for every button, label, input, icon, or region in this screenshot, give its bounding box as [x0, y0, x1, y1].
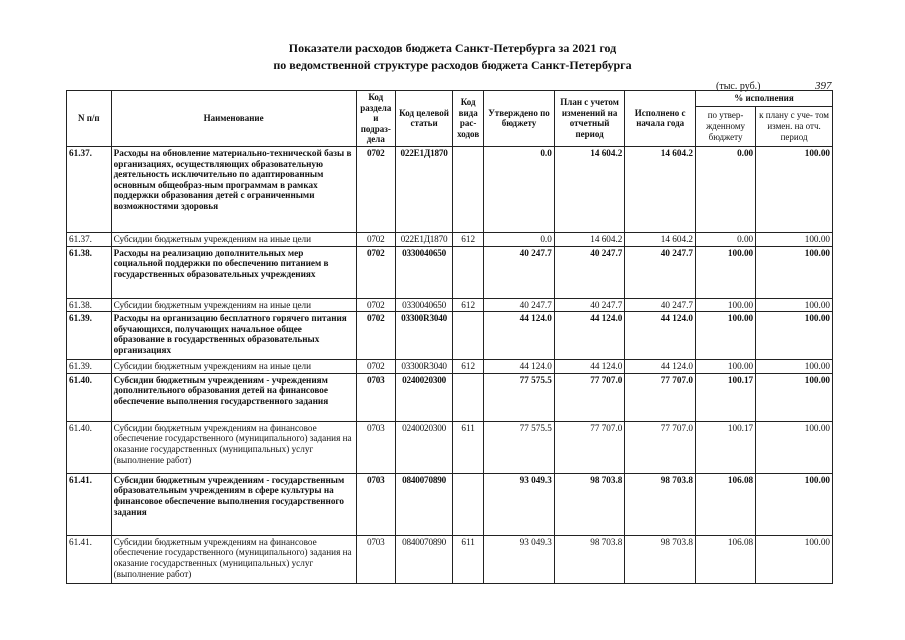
- row-number: 61.40.: [67, 373, 112, 421]
- units-label: (тыс. руб.): [716, 81, 761, 92]
- row-approved: 93 049.3: [484, 473, 555, 535]
- row-executed: 77 707.0: [625, 421, 696, 473]
- row-section-code: 0703: [356, 535, 395, 583]
- row-target-code: 0240020300: [396, 421, 453, 473]
- row-executed: 14 604.2: [625, 146, 696, 232]
- title-line-1: Показатели расходов бюджета Санкт-Петербурга за 2021 год: [288, 41, 617, 55]
- row-target-code: 0330040650: [396, 298, 453, 312]
- header-kind: Код вида рас- ходов: [453, 91, 484, 147]
- row-pct-approved: 100.00: [695, 360, 755, 374]
- header-name: Наименование: [111, 91, 356, 147]
- row-number: 61.41.: [67, 535, 112, 583]
- header-num: N п/п: [67, 91, 112, 147]
- row-executed: 40 247.7: [625, 246, 696, 298]
- row-pct-plan: 100.00: [756, 373, 833, 421]
- table-row: [67, 146, 833, 232]
- page-title: [0, 40, 905, 74]
- table-row: [67, 535, 833, 583]
- row-executed: 44 124.0: [625, 312, 696, 360]
- row-executed: 98 703.8: [625, 535, 696, 583]
- row-approved: 40 247.7: [484, 246, 555, 298]
- row-section-code: 0702: [356, 146, 395, 232]
- row-executed: 98 703.8: [625, 473, 696, 535]
- row-target-code: 0240020300: [396, 373, 453, 421]
- row-pct-plan: 100.00: [756, 298, 833, 312]
- row-target-code: 0330040650: [396, 246, 453, 298]
- row-plan: 44 124.0: [554, 312, 625, 360]
- header-section: Код раздела и подраз- дела: [356, 91, 395, 147]
- header-approved: Утверждено по бюджету: [484, 91, 555, 147]
- table-body: [67, 146, 833, 583]
- row-kind-code: [453, 312, 484, 360]
- row-target-code: 022Е1Д1870: [396, 146, 453, 232]
- row-approved: 77 575.5: [484, 373, 555, 421]
- row-plan: 77 707.0: [554, 421, 625, 473]
- row-approved: 0.0: [484, 146, 555, 232]
- row-section-code: 0702: [356, 360, 395, 374]
- table-row: [67, 312, 833, 360]
- row-approved: 77 575.5: [484, 421, 555, 473]
- row-name: Субсидии бюджетным учреждениям на иные цели: [111, 360, 356, 374]
- row-approved: 93 049.3: [484, 535, 555, 583]
- table-row: [67, 232, 833, 246]
- row-number: 61.39.: [67, 312, 112, 360]
- row-pct-plan: 100.00: [756, 312, 833, 360]
- row-plan: 40 247.7: [554, 298, 625, 312]
- row-section-code: 0702: [356, 312, 395, 360]
- row-section-code: 0702: [356, 298, 395, 312]
- row-pct-approved: 100.00: [695, 312, 755, 360]
- header-pct-approved: по утвер- жденному бюджету: [695, 106, 755, 146]
- row-name: Субсидии бюджетным учреждениям на иные цели: [111, 232, 356, 246]
- row-section-code: 0702: [356, 232, 395, 246]
- row-pct-approved: 100.00: [695, 246, 755, 298]
- row-kind-code: [453, 146, 484, 232]
- row-kind-code: 611: [453, 421, 484, 473]
- row-name: Субсидии бюджетным учреждениям - государственным образовательным учреждениям в сфере культуры на финансовое обеспечение выполнения государственного задания: [111, 473, 356, 535]
- budget-table: [66, 90, 833, 584]
- row-section-code: 0703: [356, 421, 395, 473]
- header-executed: Исполнено с начала года: [625, 91, 696, 147]
- row-plan: 98 703.8: [554, 473, 625, 535]
- row-target-code: 022Е1Д1870: [396, 232, 453, 246]
- row-approved: 44 124.0: [484, 360, 555, 374]
- row-name: Субсидии бюджетным учреждениям на финансовое обеспечение государственного (муниципального) задания на оказание государственных (муниципальных) услуг (выполнение работ): [111, 421, 356, 473]
- row-pct-plan: 100.00: [756, 246, 833, 298]
- row-executed: 40 247.7: [625, 298, 696, 312]
- row-executed: 14 604.2: [625, 232, 696, 246]
- row-pct-plan: 100.00: [756, 360, 833, 374]
- row-plan: 40 247.7: [554, 246, 625, 298]
- row-target-code: 03300R3040: [396, 360, 453, 374]
- row-name: Субсидии бюджетным учреждениям - учреждениям дополнительного образования детей на финансовое обеспечение выполнения государственного задания: [111, 373, 356, 421]
- title-line-2: по ведомственной структуре расходов бюджета Санкт-Петербурга: [273, 58, 632, 72]
- row-executed: 77 707.0: [625, 373, 696, 421]
- row-name: Расходы на организацию бесплатного горячего питания обучающихся, получающих начальное общее образование в государственных образовательных организациях: [111, 312, 356, 360]
- header-plan: План с учетом изменений на отчетный период: [554, 91, 625, 147]
- row-pct-approved: 100.17: [695, 373, 755, 421]
- row-number: 61.38.: [67, 246, 112, 298]
- row-name: Расходы на реализацию дополнительных мер социальной поддержки по обеспечению питанием в государственных образовательных учреждениях: [111, 246, 356, 298]
- row-name: Субсидии бюджетным учреждениям на иные цели: [111, 298, 356, 312]
- row-plan: 77 707.0: [554, 373, 625, 421]
- row-kind-code: 612: [453, 298, 484, 312]
- row-pct-plan: 100.00: [756, 421, 833, 473]
- table-row: [67, 373, 833, 421]
- page-number: 397: [815, 80, 832, 92]
- row-pct-approved: 106.08: [695, 535, 755, 583]
- table-row: [67, 298, 833, 312]
- row-pct-approved: 100.17: [695, 421, 755, 473]
- row-plan: 98 703.8: [554, 535, 625, 583]
- row-section-code: 0703: [356, 373, 395, 421]
- row-pct-plan: 100.00: [756, 146, 833, 232]
- row-pct-approved: 100.00: [695, 298, 755, 312]
- row-number: 61.40.: [67, 421, 112, 473]
- row-approved: 40 247.7: [484, 298, 555, 312]
- row-target-code: 0840070890: [396, 473, 453, 535]
- header-percent-group: % исполнения: [695, 91, 832, 107]
- row-name: Субсидии бюджетным учреждениям на финансовое обеспечение государственного (муниципального) задания на оказание государственных (муниципальных) услуг (выполнение работ): [111, 535, 356, 583]
- row-number: 61.39.: [67, 360, 112, 374]
- table-row: [67, 421, 833, 473]
- row-plan: 14 604.2: [554, 146, 625, 232]
- row-kind-code: [453, 246, 484, 298]
- table-row: [67, 360, 833, 374]
- row-name: Расходы на обновление материально-технической базы в организациях, осуществляющих образовательную деятельность исключительно по адаптированным основным общеобраз-ным программам в рамках поддержки образования детей с ограниченными возможностями здоровья: [111, 146, 356, 232]
- row-approved: 44 124.0: [484, 312, 555, 360]
- row-approved: 0.0: [484, 232, 555, 246]
- row-target-code: 0840070890: [396, 535, 453, 583]
- table-row: [67, 473, 833, 535]
- row-number: 61.38.: [67, 298, 112, 312]
- row-pct-approved: 106.08: [695, 473, 755, 535]
- row-kind-code: [453, 473, 484, 535]
- row-kind-code: 612: [453, 360, 484, 374]
- row-section-code: 0702: [356, 246, 395, 298]
- row-kind-code: [453, 373, 484, 421]
- row-number: 61.37.: [67, 146, 112, 232]
- header-target: Код целевой статьи: [396, 91, 453, 147]
- row-pct-plan: 100.00: [756, 232, 833, 246]
- table-row: [67, 246, 833, 298]
- row-pct-plan: 100.00: [756, 473, 833, 535]
- row-executed: 44 124.0: [625, 360, 696, 374]
- row-plan: 14 604.2: [554, 232, 625, 246]
- row-pct-approved: 0.00: [695, 232, 755, 246]
- row-target-code: 03300R3040: [396, 312, 453, 360]
- row-plan: 44 124.0: [554, 360, 625, 374]
- row-pct-plan: 100.00: [756, 535, 833, 583]
- row-kind-code: 611: [453, 535, 484, 583]
- row-pct-approved: 0.00: [695, 146, 755, 232]
- row-number: 61.41.: [67, 473, 112, 535]
- header-pct-plan: к плану с уче- том измен. на отч. период: [756, 106, 833, 146]
- row-number: 61.37.: [67, 232, 112, 246]
- row-section-code: 0703: [356, 473, 395, 535]
- row-kind-code: 612: [453, 232, 484, 246]
